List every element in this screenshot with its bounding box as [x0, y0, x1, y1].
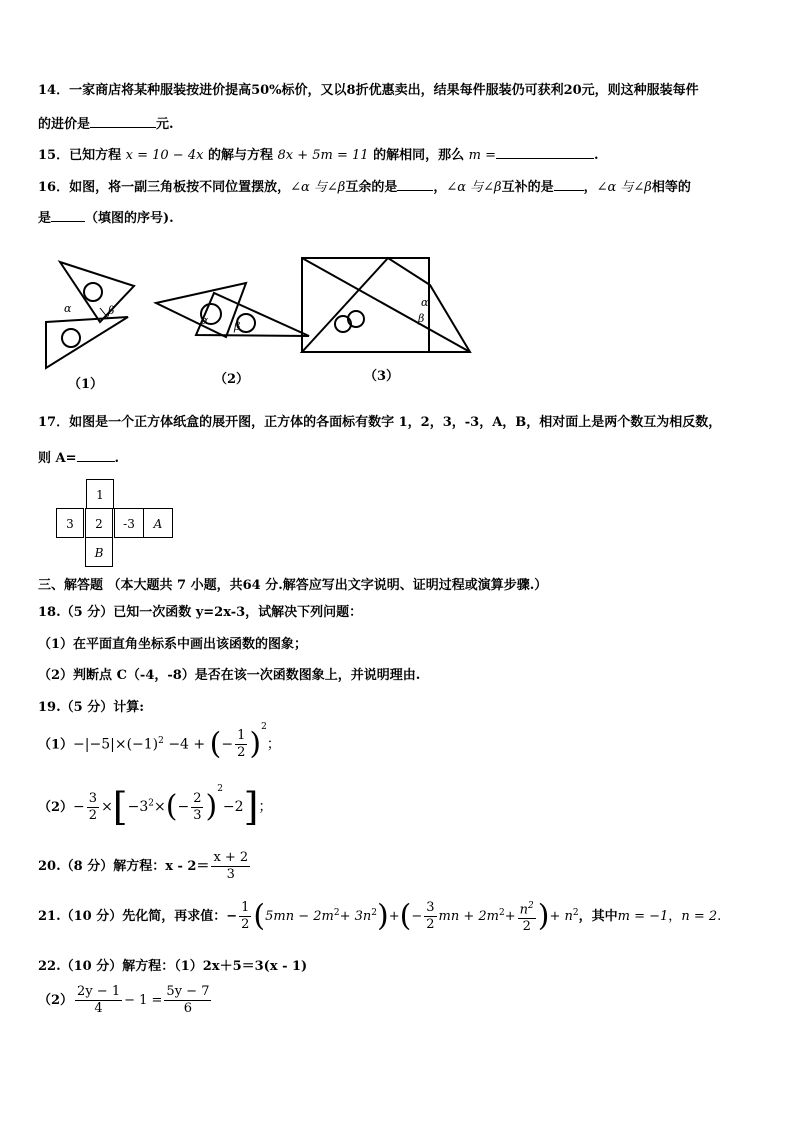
net-cell-center: 2 [85, 508, 113, 538]
q21-m-val: m = −1 [617, 909, 669, 925]
q19-p2-label: （2） [38, 800, 74, 815]
triangle-figures [38, 250, 478, 395]
q18-title: 18.（5 分）已知一次函数 y=2x-3，试解决下列问题： [38, 605, 363, 620]
q16-line2-prefix: 是 [38, 211, 52, 226]
q21-n-val: n = 2 [681, 909, 718, 925]
net-cell-top: 1 [86, 479, 114, 509]
q16-t3: 相等的 [651, 180, 691, 195]
q21-frac-3-2: $\frac{3}{2}$ [426, 900, 435, 933]
q19-title: 19.（5 分）计算: [38, 700, 144, 715]
q19-p1-frac: $\frac{1}{2}$ [237, 728, 246, 760]
q19-p2-frac2: $\frac{2}{3}$ [193, 790, 202, 823]
q21-tail: + n [549, 909, 573, 925]
q21-plus: + [504, 909, 516, 925]
q21-title: 21.（10 分）先化简，再求值：− [38, 909, 238, 925]
q17-answer-blank[interactable] [77, 448, 115, 462]
q22-frac1: $\frac{2y - 1}{4}$ [77, 984, 121, 1016]
q16-angles3: ∠α 与∠β [596, 180, 652, 195]
q16-blank2[interactable] [554, 177, 584, 191]
q15-eq2: 8x + 5m = 11 [277, 148, 369, 163]
q22-mid: − 1 = [124, 993, 163, 1008]
q19-p1-tail: −4 + [168, 736, 206, 753]
q15-eq1: x = 10 − 4x [125, 148, 204, 163]
q21-inner2a: − [411, 909, 423, 925]
q17-line1: 17．如图是一个正方体纸盒的展开图，正方体的各面标有数字 1，2，3，-3，A，B，相对面上是两个数互为相反数， [38, 415, 722, 430]
q19-part2: （2）− $\frac{3}{2}$ $\times[-3^2\times(-$ $\frac{2}{3}$ )$^2$−2]； [38, 784, 273, 829]
q15-line [38, 145, 599, 165]
q16-angles2: ∠α 与∠β [446, 180, 502, 195]
q19-p1-paren-close: ) [249, 726, 262, 762]
q21-line: 21.（10 分）先化简，再求值：− $\frac{1}{2}$ $(5mn - 2m^2+ 3n^2)+(-$ $\frac{3}{2}$ mn + $2m^2+$ $\frac{n^2}{2}$ )+ $n^2$，其中m = −1，n = 2. [38, 898, 722, 935]
q16-line1: 16．如图，将一副三角板按不同位置摆放，∠α 与∠β互余的是 ，∠α 与∠β互补的是 ，∠α 与∠β相等的 [38, 177, 691, 197]
fig3-beta: β [418, 312, 425, 325]
q16-t2: 互补的是 [501, 180, 554, 195]
fig2-label: （2） [214, 372, 250, 387]
q14-line2 [38, 114, 174, 134]
q15-m: m = [468, 148, 496, 163]
q18-part1: （1）在平面直角坐标系中画出该函数的图象； [38, 637, 308, 652]
section3-heading: 三、解答题 （本大题共 7 小题，共64 分.解答应写出文字说明、证明过程或演算步骤.） [38, 578, 548, 593]
q21-sep: ， [668, 909, 682, 925]
q21-inner1: 5mn − 2m [265, 909, 334, 925]
q21-cond: ，其中 [578, 909, 618, 925]
q19-p1-exp: 2 [158, 735, 164, 746]
figure-3 [302, 258, 470, 352]
q21-inner2b: mn + 2m [438, 909, 500, 925]
q15-mid: 的解与方程 [207, 148, 273, 163]
net-cell-bottom: B [85, 537, 113, 567]
q21-inner1b: + 3n [339, 909, 372, 925]
q19-p2-frac1: $\frac{3}{2}$ [88, 790, 98, 823]
q17-line2-prefix: 则 A= [38, 451, 77, 466]
q17-line2-suffix: . [114, 451, 120, 466]
q14-line2-prefix: 的进价是 [38, 117, 91, 132]
q16-t1: 互余的是 [345, 180, 398, 195]
q20-frac: $\frac{x + 2}{3}$ [213, 850, 249, 882]
q14-answer-blank[interactable] [90, 114, 156, 128]
q15-mid2: 的解相同，那么 [373, 148, 465, 163]
q18-part2: （2）判断点 C（-4，-8）是否在该一次函数图象上，并说明理由. [38, 668, 421, 683]
q19-p1-paren-open: ( [209, 726, 222, 762]
fig1-beta: β [108, 304, 115, 317]
fig1-label: （1） [68, 377, 104, 392]
q16-angles1: ∠α 与∠β [290, 180, 346, 195]
fig3-alpha: α [421, 296, 429, 309]
fig2-alpha: α [201, 314, 209, 327]
q15-end: . [594, 148, 599, 163]
figure-2 [156, 283, 309, 337]
fig3-label: （3） [364, 369, 400, 384]
cube-net [56, 479, 176, 571]
q19-p2-bracket-close: ] [243, 785, 259, 829]
q19-p2-semi: ； [258, 799, 273, 815]
q21-frac-half: $\frac{1}{2}$ [241, 900, 250, 933]
q16-prefix: 16．如图，将一副三角板按不同位置摆放， [38, 180, 291, 195]
q19-part1: $(1)-|-5|\times(-1)^2 -4$ + (− $\frac{1}{2}$ )$^2$； [38, 721, 281, 762]
net-cell-right2: A [143, 508, 173, 538]
fig2-beta: β [234, 320, 241, 333]
figure-1 [46, 262, 134, 368]
q19-p1-label: （1） [38, 737, 74, 753]
q16-line2 [38, 208, 174, 228]
q22-p2-label: （2） [38, 993, 74, 1008]
q20-line [38, 850, 252, 883]
q17-line2 [38, 448, 119, 468]
q19-p1-expr: −|−5|×(−1) [73, 736, 159, 753]
q21-end: . [717, 909, 722, 925]
q22-frac2: $\frac{5y - 7}{6}$ [166, 984, 210, 1016]
q14-line1: 14．一家商店将某种服装按进价提高50%标价，又以8折优惠卖出，结果每件服装仍可获利20元，则这种服装每件 [38, 83, 699, 98]
q20-title: 20.（8 分）解方程：x - 2＝ [38, 859, 210, 874]
q14-line2-suffix: 元. [156, 117, 174, 132]
q19-p2-bracket-open: [ [112, 785, 128, 829]
q15-prefix: 15．已知方程 [38, 148, 122, 163]
q22-part2 [38, 984, 213, 1017]
q15-answer-blank[interactable] [496, 145, 594, 159]
fig1-alpha: α [64, 302, 72, 315]
q19-p1-semi: ； [266, 736, 281, 753]
q16-blank3[interactable] [51, 208, 85, 222]
net-cell-left: 3 [56, 508, 84, 538]
q21-frac-n2: $\frac{n^2}{2}$ [518, 898, 536, 935]
q16-line2-suffix: （填图的序号). [85, 211, 174, 226]
net-cell-right1: -3 [114, 508, 144, 538]
q16-blank1[interactable] [397, 177, 433, 191]
q22-title: 22.（10 分）解方程：（1）2x＋5＝3(x - 1) [38, 959, 308, 974]
